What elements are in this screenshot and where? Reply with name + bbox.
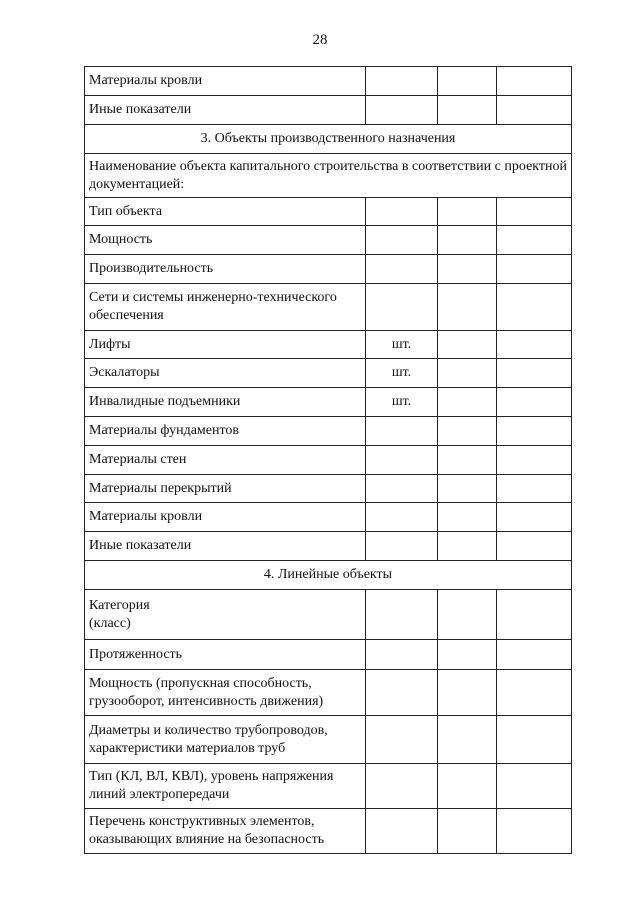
table-row [85,226,572,255]
row-label: Инвалидные подъемники [85,388,366,417]
unit-cell: шт. [366,388,438,417]
object-name-label: Наименование объекта капитального строительства в соответствии с проектной документацией: [85,154,572,198]
table-row [85,255,572,284]
row-label: Тип (КЛ, ВЛ, КВЛ), уровень напряжения линий электропередачи [85,764,366,809]
value-cell [497,532,572,561]
unit-cell [366,640,438,670]
indicators-table [84,66,572,854]
table-row [85,809,572,854]
unit-cell [366,67,438,96]
row-label: Материалы перекрытий [85,475,366,503]
value-cell [497,226,572,255]
table-row [85,331,572,359]
unit-cell [366,417,438,446]
unit-cell [366,809,438,854]
row-label: Материалы стен [85,446,366,475]
row-label: Протяженность [85,640,366,670]
row-label: Тип объекта [85,198,366,226]
unit-cell [366,503,438,532]
unit-cell [366,532,438,561]
row-label: Иные показатели [85,532,366,561]
value-cell [497,359,572,388]
page-number: 28 [312,32,328,48]
value-cell [497,503,572,532]
unit-cell [366,198,438,226]
table-row [85,417,572,446]
table-row [85,359,572,388]
value-cell [438,640,497,670]
value-cell [497,284,572,331]
table-row [85,446,572,475]
table-row [85,198,572,226]
value-cell [438,388,497,417]
value-cell [438,670,497,716]
row-label: Материалы кровли [85,67,366,96]
value-cell [497,96,572,125]
unit-cell: шт. [366,331,438,359]
value-cell [497,67,572,96]
value-cell [438,503,497,532]
value-cell [497,255,572,284]
row-label: Иные показатели [85,96,366,125]
table-row [85,388,572,417]
value-cell [497,475,572,503]
row-label: Лифты [85,331,366,359]
unit-cell [366,716,438,764]
value-cell [497,809,572,854]
section-title: 3. Объекты производственного назначения [85,125,572,154]
object-name-row [85,154,572,198]
unit-cell [366,764,438,809]
value-cell [438,417,497,446]
value-cell [438,198,497,226]
value-cell [497,446,572,475]
section-title: 4. Линейные объекты [85,561,572,590]
value-cell [438,446,497,475]
row-label: Мощность (пропускная способность, грузооборот, интенсивность движения) [85,670,366,716]
value-cell [438,809,497,854]
table-row [85,640,572,670]
row-label: Диаметры и количество трубопроводов, характеристики материалов труб [85,716,366,764]
value-cell [438,716,497,764]
value-cell [438,590,497,640]
row-label: Производительность [85,255,366,284]
row-label: Материалы кровли [85,503,366,532]
unit-cell [366,96,438,125]
value-cell [497,198,572,226]
unit-cell [366,475,438,503]
table-row [85,67,572,96]
table-row [85,532,572,561]
table-row [85,670,572,716]
section-header-row [85,561,572,590]
table-row [85,716,572,764]
table-row [85,764,572,809]
row-label: Эскалаторы [85,359,366,388]
value-cell [438,96,497,125]
row-label: Сети и системы инженерно-технического обеспечения [85,284,366,331]
value-cell [438,764,497,809]
value-cell [497,417,572,446]
value-cell [497,764,572,809]
unit-cell: шт. [366,359,438,388]
unit-cell [366,446,438,475]
value-cell [438,359,497,388]
value-cell [497,331,572,359]
value-cell [438,284,497,331]
value-cell [438,226,497,255]
unit-cell [366,670,438,716]
table-row [85,96,572,125]
value-cell [438,532,497,561]
value-cell [438,67,497,96]
unit-cell [366,226,438,255]
section-header-row [85,125,572,154]
row-label: Материалы фундаментов [85,417,366,446]
row-label: Перечень конструктивных элементов, оказывающих влияние на безопасность [85,809,366,854]
value-cell [497,670,572,716]
row-label: Категория (класс) [85,590,366,640]
row-label: Мощность [85,226,366,255]
table-row [85,503,572,532]
unit-cell [366,590,438,640]
unit-cell [366,255,438,284]
table-row [85,475,572,503]
unit-cell [366,284,438,331]
value-cell [497,716,572,764]
value-cell [497,590,572,640]
table-row [85,590,572,640]
table-row [85,284,572,331]
value-cell [438,331,497,359]
value-cell [438,255,497,284]
value-cell [497,388,572,417]
value-cell [438,475,497,503]
value-cell [497,640,572,670]
